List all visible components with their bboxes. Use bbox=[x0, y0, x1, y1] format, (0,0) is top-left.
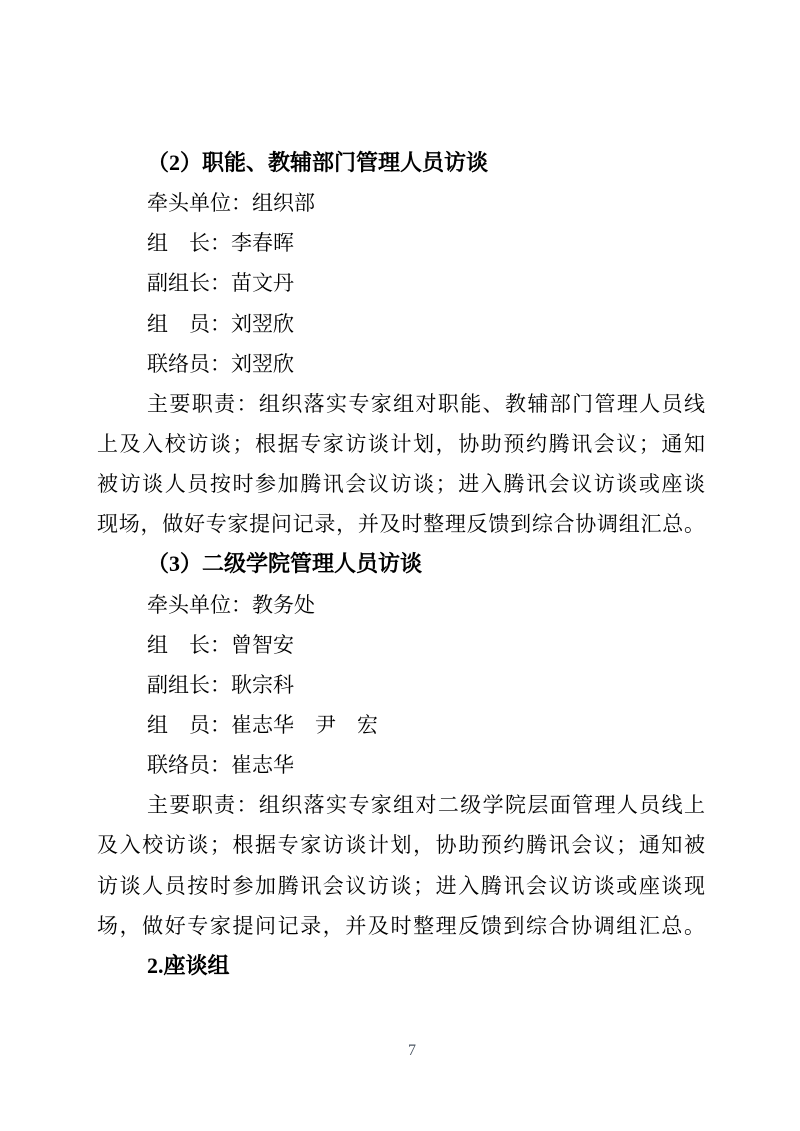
section-3-liaison: 联络员：崔志华 bbox=[147, 753, 294, 778]
section-3-duty-line: 场，做好专家提问记录，并及时整理反馈到综合协调组汇总。 bbox=[97, 913, 705, 938]
section-2-duty-line: 现场，做好专家提问记录，并及时整理反馈到综合协调组汇总。 bbox=[97, 512, 705, 537]
section-2-lead-unit: 牵头单位：组织部 bbox=[147, 191, 315, 216]
section-2-duty-line: 上及入校访谈；根据专家访谈计划，协助预约腾讯会议；通知 bbox=[97, 431, 705, 456]
section-2-members: 组 员：刘翌欣 bbox=[147, 311, 294, 336]
section-3-duty-line: 及入校访谈；根据专家访谈计划，协助预约腾讯会议；通知被 bbox=[97, 833, 705, 858]
section-2-deputy-leader: 副组长：苗文丹 bbox=[147, 271, 294, 296]
section-2-liaison: 联络员：刘翌欣 bbox=[147, 351, 294, 376]
section-2-heading: （2）职能、教辅部门管理人员访谈 bbox=[147, 150, 489, 175]
section-3-group-leader: 组 长：曾智安 bbox=[147, 632, 294, 657]
section-3-duty-line: 主要职责：组织落实专家组对二级学院层面管理人员线上 bbox=[147, 793, 705, 818]
section-3-deputy-leader: 副组长：耿宗科 bbox=[147, 672, 294, 697]
next-section-heading: 2.座谈组 bbox=[147, 952, 230, 978]
section-3-heading: （3）二级学院管理人员访谈 bbox=[147, 551, 423, 577]
section-3-members: 组 员：崔志华 尹 宏 bbox=[147, 712, 378, 737]
section-3-lead-unit: 牵头单位：教务处 bbox=[147, 592, 315, 617]
section-2-duty-line: 主要职责：组织落实专家组对职能、教辅部门管理人员线 bbox=[147, 391, 705, 416]
section-3-duty-line: 访谈人员按时参加腾讯会议访谈；进入腾讯会议访谈或座谈现 bbox=[97, 873, 705, 898]
section-2-duty-line: 被访谈人员按时参加腾讯会议访谈；进入腾讯会议访谈或座谈 bbox=[97, 472, 705, 497]
document-body bbox=[97, 143, 705, 986]
page-number: 7 bbox=[408, 1042, 416, 1059]
section-2-group-leader: 组 长：李春晖 bbox=[147, 231, 294, 256]
